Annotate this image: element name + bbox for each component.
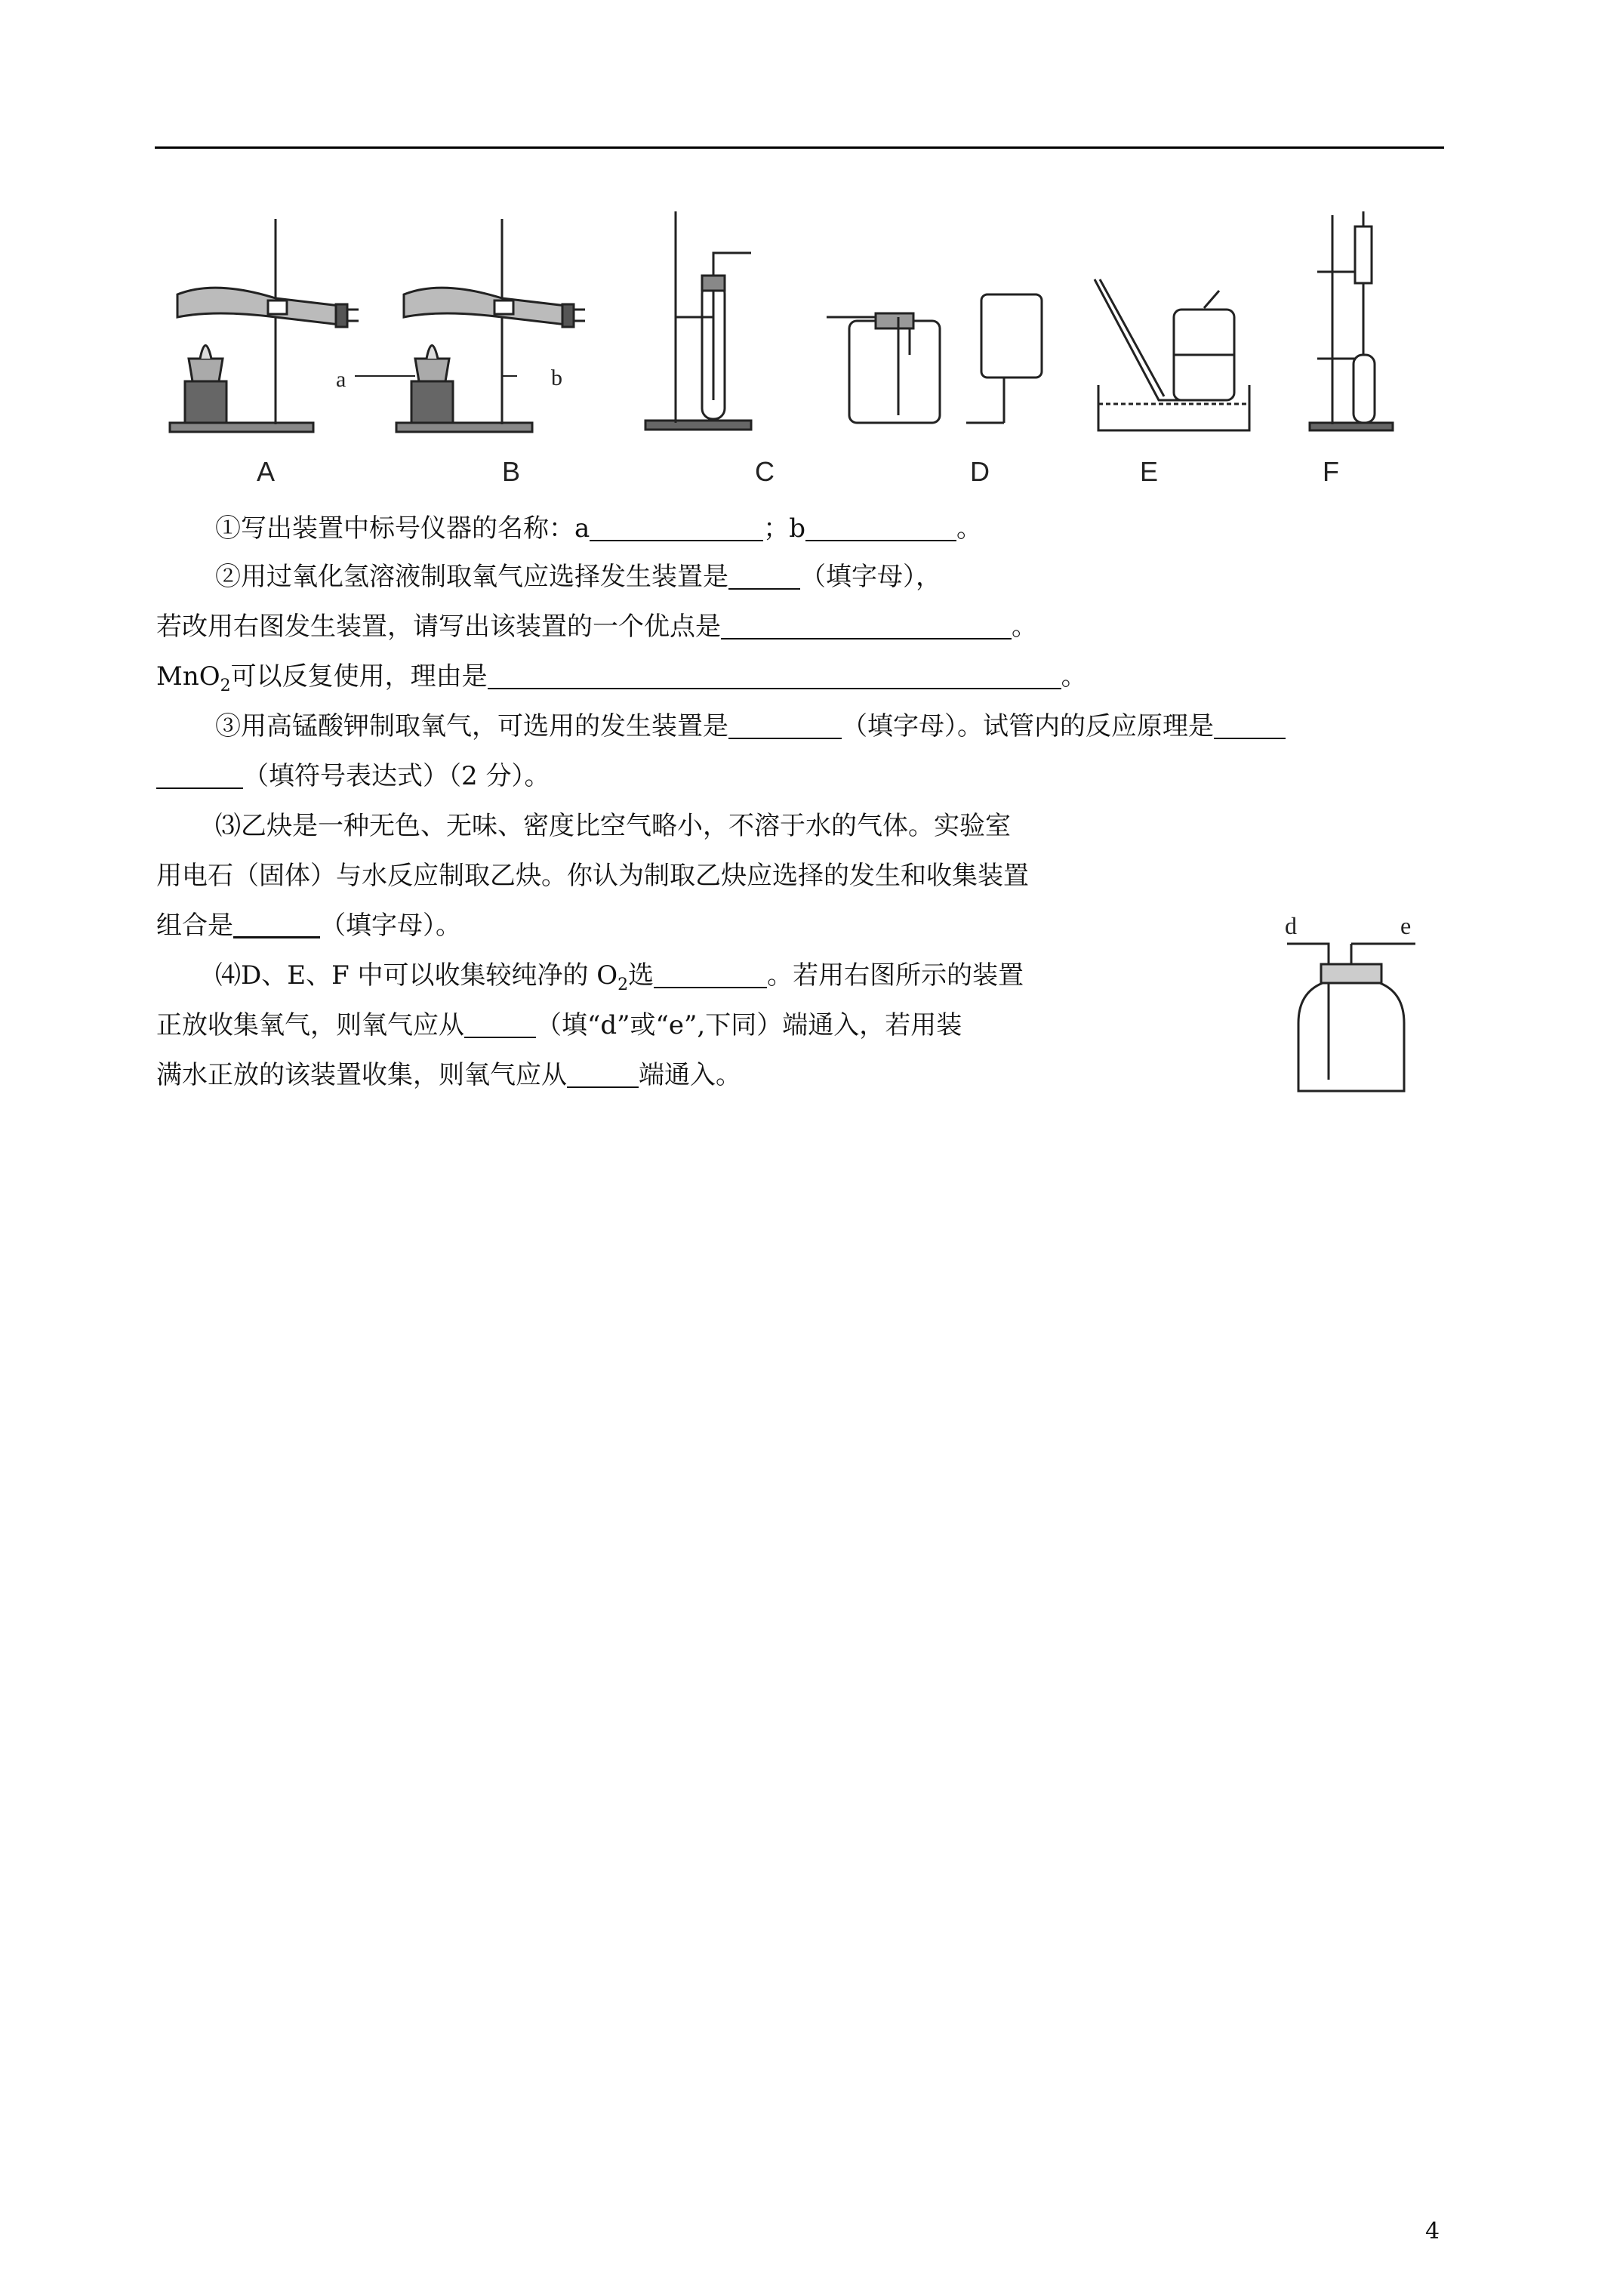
question-2-line3: MnO$_2$可以反复使用，理由是 。 [156,661,1087,695]
question-2-line2: 若改用右图发生装置，请写出该装置的一个优点是 。 [156,612,1037,642]
question-4-line3: 满水正放的该装置收集，则氧气应从 端通入。 [156,1060,741,1090]
blank-q3-combination[interactable] [233,912,320,938]
blank-q2-reason[interactable] [488,664,1061,689]
blank-q4-device[interactable] [654,963,767,988]
blank-q3a-equation[interactable] [156,763,243,789]
header-rule [155,146,1444,149]
apparatus-d-drawing [827,313,940,423]
apparatus-label-a: A [257,456,276,487]
blank-q4-water[interactable] [567,1062,639,1088]
callout-b-label: b [551,365,562,390]
apparatus-label-c: C [755,456,775,487]
blank-q2-device[interactable] [728,564,800,590]
question-4-line1: ⑷D、E、F 中可以收集较纯净的 $O_2$选 。若用右图所示的装置 [215,960,1024,994]
question-3-line3: 组合是 （填字母）。 [156,911,461,941]
question-3-line1: ⑶乙炔是一种无色、无味、密度比空气略小，不溶于水的气体。实验室 [215,811,1011,841]
apparatus-c-drawing [645,211,751,430]
apparatus-figure [155,204,1444,445]
blank-q2-advantage[interactable] [721,614,1012,639]
bottle-label-d: d [1285,912,1297,939]
question-3-line2: 用电石（固体）与水反应制取乙炔。你认为制取乙炔应选择的发生和收集装置 [156,861,1029,891]
apparatus-e-drawing [1095,279,1249,430]
apparatus-b-drawing [355,219,585,432]
apparatus-f-drawing [1310,211,1393,430]
page-number: 4 [1425,2218,1440,2245]
apparatus-a-drawing [170,219,359,432]
apparatus-label-b: B [502,456,521,487]
apparatus-label-e: E [1140,456,1159,487]
question-3a-line1: ③用高锰酸钾制取氧气，可选用的发生装置是 （填字母）。试管内的反应原理是 [215,711,1286,741]
gas-bottle-figure [1276,910,1427,1099]
blank-q4-upright[interactable] [464,1012,536,1038]
bottle-label-e: e [1400,912,1412,939]
blank-a[interactable] [590,516,763,541]
apparatus-label-d: D [970,456,990,487]
question-4-line2: 正放收集氧气，则氧气应从 （填“d”或“e”,下同）端通入，若用装 [156,1010,962,1040]
apparatus-label-f: F [1323,456,1339,487]
question-1: ①写出装置中标号仪器的名称：a ；b 。 [215,513,983,544]
blank-q3a-device[interactable] [728,713,842,739]
blank-q3a-equation-start[interactable] [1214,713,1286,739]
blank-b[interactable] [805,516,956,541]
callout-a-label: a [336,367,346,392]
question-2-line1: ②用过氧化氢溶液制取氧气应选择发生装置是 （填字母）， [215,562,941,592]
question-3a-line2: （填符号表达式）（2 分）。 [156,761,550,791]
